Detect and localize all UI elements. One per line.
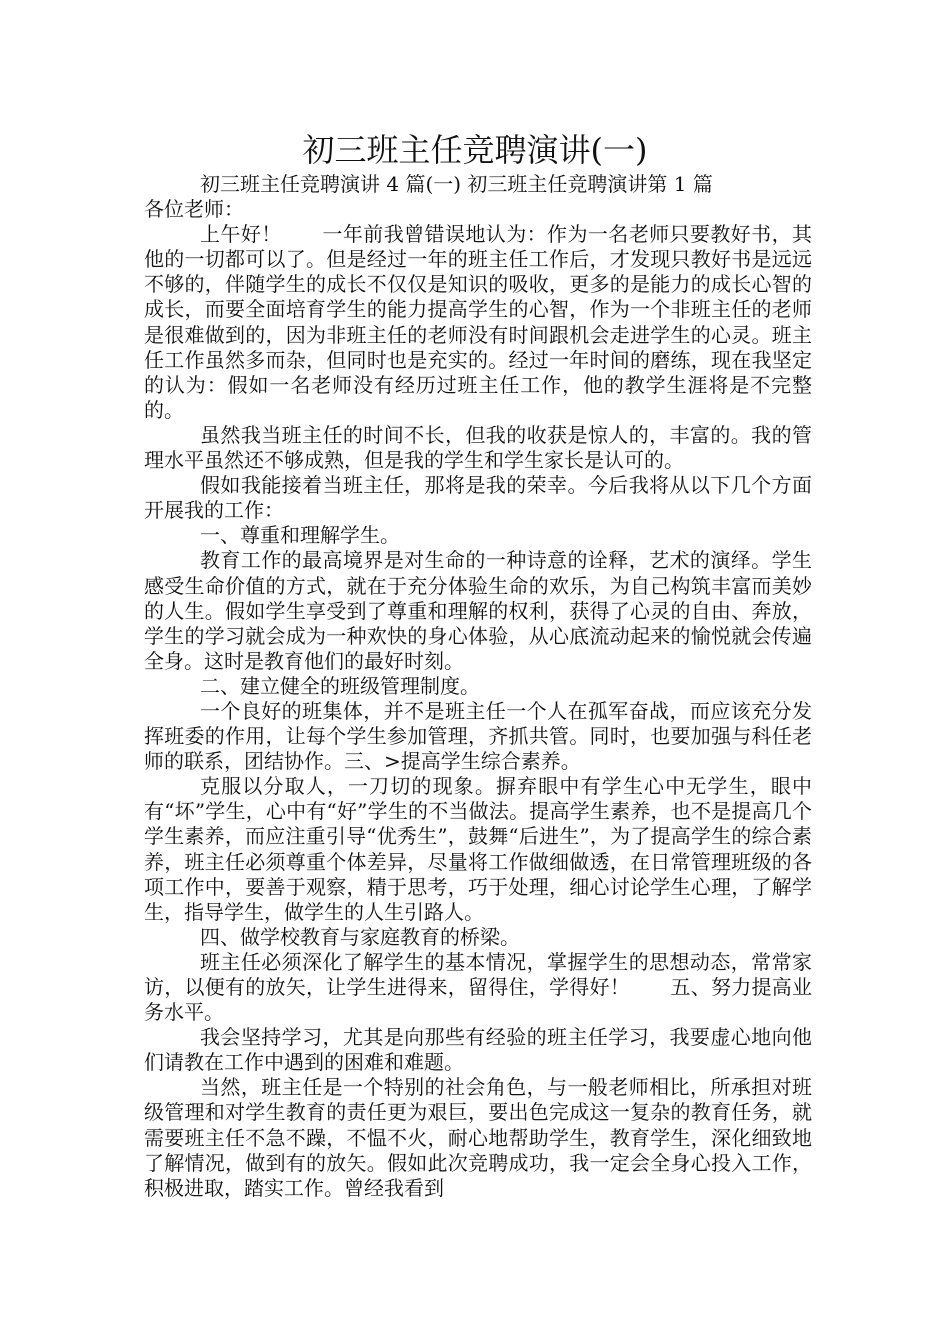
paragraph: 我会坚持学习，尤其是向那些有经验的班主任学习，我要虚心地向他们请教在工作中遇到的困难和难题。 [144,1025,812,1075]
paragraph: 克服以分取人，一刀切的现象。摒弃眼中有学生心中无学生，眼中有“坏”学生，心中有“好”学生的不当做法。提高学生素养，也不是提高几个学生素养，而应注重引导“优秀生”，鼓舞“后进生”，为了提高学生的综合素养，班主任必须尊重个体差异，尽量将工作做细做透，在日常管理班级的各项工作中，要善于观察，精于思考，巧于处理，细心讨论学生心理，了解学生，指导学生，做学生的人生引路人。 [144,774,812,924]
paragraph: 上午好！ 一年前我曾错误地认为：作为一名老师只要教好书，其他的一切都可以了。但是经过一年的班主任工作后，才发现只教好书是远远不够的，伴随学生的成长不仅仅是知识的吸收，更多的是能力的成长心智的成长，而要全面培育学生的能力提高学生的心智，作为一个非班主任的老师是很难做到的，因为非班主任的老师没有时间跟机会走进学生的心灵。班主任工作虽然多而杂，但同时也是充实的。经过一年时间的磨练，现在我坚定的认为：假如一名老师没有经历过班主任工作，他的教学生涯将是不完整的。 [144,222,812,422]
document-body [144,172,812,1201]
paragraph: 一、尊重和理解学生。 [200,523,400,548]
paragraph: 二、建立健全的班级管理制度。 [200,673,480,698]
paragraph: 四、做学校教育与家庭教育的桥梁。 [200,924,520,949]
paragraph: 一个良好的班集体，并不是班主任一个人在孤军奋战，而应该充分发挥班委的作用，让每个学生参加管理，齐抓共管。同时，也要加强与科任老师的联系，团结协作。三、>提高学生综合素养。 [144,698,812,774]
paragraph: 虽然我当班主任的时间不长，但我的收获是惊人的，丰富的。我的管理水平虽然还不够成熟，但是我的学生和学生家长是认可的。 [144,422,812,473]
paragraph: 班主任必须深化了解学生的基本情况，掌握学生的思想动态，常常家访，以便有的放矢，让学生进得来，留得住，学得好！ 五、努力提高业务水平。 [144,949,812,1025]
paragraph: 各位老师： [144,197,244,222]
paragraph: 教育工作的最高境界是对生命的一种诗意的诠释，艺术的演绎。学生感受生命价值的方式，就在于充分体验生命的欢乐，为自己构筑丰富而美妙的人生。假如学生享受到了尊重和理解的权利，获得了心灵的自由、奔放，学生的学习就会成为一种欢快的身心体验，从心底流动起来的愉悦就会传遍全身。这时是教育他们的最好时刻。 [144,548,812,673]
paragraph: 假如我能接着当班主任，那将是我的荣幸。今后我将从以下几个方面开展我的工作： [144,473,812,523]
document-title: 初三班主任竞聘演讲(一) [302,131,648,169]
paragraph: 初三班主任竞聘演讲 4 篇(一) 初三班主任竞聘演讲第 1 篇 [200,172,713,196]
paragraph: 当然，班主任是一个特别的社会角色，与一般老师相比，所承担对班级管理和对学生教育的责任更为艰巨，要出色完成这一复杂的教育任务，就需要班主任不急不躁，不愠不火，耐心地帮助学生，教育学生，深化细致地了解情况，做到有的放矢。假如此次竞聘成功，我一定会全身心投入工作，积极进取，踏实工作。曾经我看到 [144,1075,812,1200]
